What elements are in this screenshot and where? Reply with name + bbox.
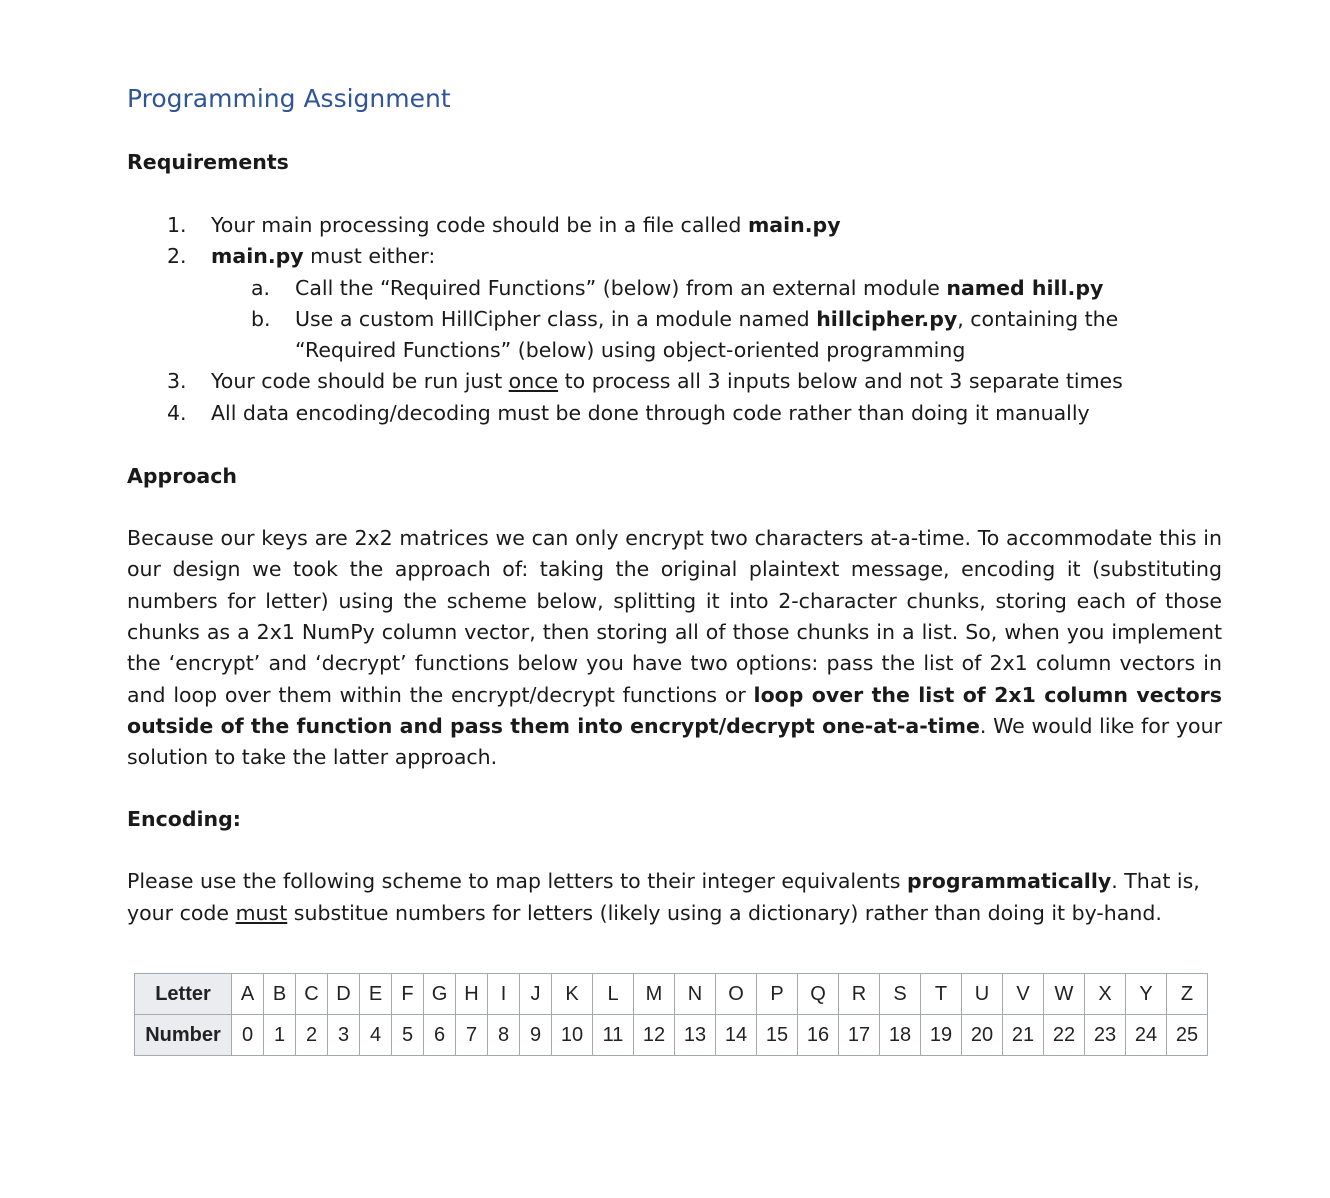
approach-bold: loop over the list of 2x1 column vectors outside of the function and pass them into encrypt/decrypt one-at-a-time — [127, 682, 1222, 738]
requirements-heading: Requirements — [127, 150, 289, 174]
list-text: “Required Functions” (below) using object-oriented programming — [295, 338, 966, 363]
encoding-underline: must — [235, 900, 288, 925]
list-bold: main.py — [747, 213, 841, 237]
page-title: Programming Assignment — [127, 84, 451, 113]
letter-cell: H — [456, 974, 488, 1015]
number-cell: 11 — [593, 1015, 634, 1056]
number-cell: 20 — [962, 1015, 1003, 1056]
number-cell: 14 — [716, 1015, 757, 1056]
number-cell: 25 — [1167, 1015, 1208, 1056]
list-text: Your code should be run just — [211, 369, 509, 394]
list-item — [127, 241, 1222, 272]
letter-cell: Z — [1167, 974, 1208, 1015]
encoding-text: . That is, your code — [127, 869, 1200, 925]
letter-cell: K — [552, 974, 593, 1015]
list-text: Use a custom HillCipher class, in a module named — [295, 306, 817, 331]
letter-cell: T — [921, 974, 962, 1015]
encoding-text: substitue numbers for letters (likely using a dictionary) rather than doing it by-hand. — [287, 900, 1162, 925]
list-item — [127, 273, 1222, 304]
number-cell: 16 — [798, 1015, 839, 1056]
approach-text: Because our keys are 2x2 matrices we can only encrypt two characters at-a-time. To accommodate this in our design we took the approach of: taking the original plaintext message, encoding it (substituting numbers for letter) using the scheme below, splitting it into 2-character chunks, storing each of those chunks as a 2x1 NumPy column vector, then storing all of those chunks in a list. So, when you implement the ‘encrypt’ and ‘decrypt’ functions below you have two options: pass the list of 2x1 column vectors in and loop over them within the encrypt/decrypt functions or — [127, 526, 1222, 707]
number-cell: 13 — [675, 1015, 716, 1056]
encoding-heading: Encoding: — [127, 807, 242, 832]
letter-cell: D — [328, 974, 360, 1015]
letter-cell: V — [1003, 974, 1044, 1015]
letter-cell: N — [675, 974, 716, 1015]
number-cell: 9 — [520, 1015, 552, 1056]
letter-cell: Q — [798, 974, 839, 1015]
encoding-table — [134, 973, 1208, 1056]
number-cell: 12 — [634, 1015, 675, 1056]
number-header: Number — [135, 1015, 232, 1056]
number-cell: 3 — [328, 1015, 360, 1056]
number-cell: 15 — [757, 1015, 798, 1056]
encoding-paragraph — [127, 866, 1222, 929]
list-text: Your main processing code should be in a file called — [211, 213, 748, 237]
number-cell: 1 — [264, 1015, 296, 1056]
list-underline: once — [508, 369, 559, 394]
letter-cell: B — [264, 974, 296, 1015]
number-cell: 8 — [488, 1015, 520, 1056]
number-cell: 24 — [1126, 1015, 1167, 1056]
letter-row — [135, 974, 1208, 1015]
number-cell: 7 — [456, 1015, 488, 1056]
letter-cell: Y — [1126, 974, 1167, 1015]
number-cell: 19 — [921, 1015, 962, 1056]
list-bold: named hill.py — [946, 275, 1104, 300]
letter-cell: S — [880, 974, 921, 1015]
letter-cell: A — [232, 974, 264, 1015]
letter-cell: C — [296, 974, 328, 1015]
document-page — [127, 80, 1222, 929]
list-text: must either: — [303, 244, 436, 269]
letter-cell: F — [392, 974, 424, 1015]
number-cell: 18 — [880, 1015, 921, 1056]
letter-cell: X — [1085, 974, 1126, 1015]
list-text: to process all 3 inputs below and not 3 separate times — [558, 369, 1123, 394]
list-item — [127, 398, 1222, 429]
list-text: Call the “Required Functions” (below) from an external module — [295, 275, 947, 300]
letter-cell: U — [962, 974, 1003, 1015]
list-text: All data encoding/decoding must be done through code rather than doing it manually — [211, 400, 1090, 425]
approach-paragraph — [127, 523, 1222, 773]
number-cell: 0 — [232, 1015, 264, 1056]
approach-tail: . We would like for your solution to take the latter approach. — [127, 713, 1223, 770]
number-cell: 4 — [360, 1015, 392, 1056]
letter-cell: O — [716, 974, 757, 1015]
number-cell: 2 — [296, 1015, 328, 1056]
letter-cell: P — [757, 974, 798, 1015]
letter-cell: J — [520, 974, 552, 1015]
number-cell: 10 — [552, 1015, 593, 1056]
encoding-bold: programmatically — [906, 869, 1112, 894]
list-bold: hillcipher.py — [816, 306, 958, 331]
list-number: 1. — [167, 213, 187, 237]
number-row — [135, 1015, 1208, 1056]
number-cell: 5 — [392, 1015, 424, 1056]
encoding-text: Please use the following scheme to map letters to their integer equivalents — [127, 869, 907, 894]
letter-cell: L — [593, 974, 634, 1015]
number-cell: 23 — [1085, 1015, 1126, 1056]
requirements-list — [127, 210, 1222, 429]
list-letter: b. — [251, 306, 271, 331]
list-text: , containing the — [957, 306, 1119, 331]
letter-cell: I — [488, 974, 520, 1015]
list-bold: main.py — [211, 244, 304, 269]
letter-cell: G — [424, 974, 456, 1015]
list-letter: a. — [251, 275, 271, 300]
letter-cell: E — [360, 974, 392, 1015]
list-number: 4. — [167, 400, 187, 425]
list-item — [127, 210, 1222, 241]
number-cell: 17 — [839, 1015, 880, 1056]
list-item — [127, 304, 1222, 367]
list-number: 3. — [167, 369, 187, 394]
number-cell: 6 — [424, 1015, 456, 1056]
number-cell: 21 — [1003, 1015, 1044, 1056]
letter-cell: R — [839, 974, 880, 1015]
approach-heading: Approach — [127, 464, 237, 489]
number-cell: 22 — [1044, 1015, 1085, 1056]
letter-cell: M — [634, 974, 675, 1015]
letter-cell: W — [1044, 974, 1085, 1015]
letter-header: Letter — [135, 974, 232, 1015]
list-item — [127, 366, 1222, 397]
list-number: 2. — [167, 244, 187, 269]
